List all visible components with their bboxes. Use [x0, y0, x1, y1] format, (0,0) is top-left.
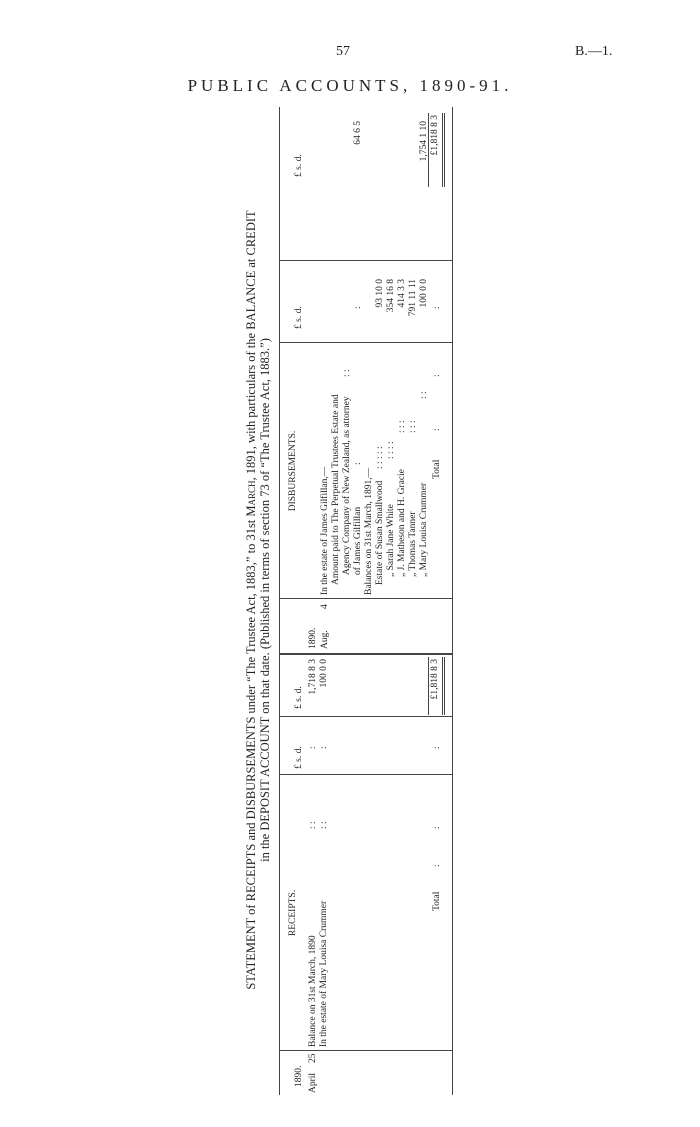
receipt-amount: 100 0 0: [319, 659, 329, 688]
disbursements-total-dots: :: [432, 374, 442, 377]
money-header: £ s. d.: [294, 746, 304, 769]
receipts-description-column: [280, 774, 452, 1051]
statement-block: [244, 105, 454, 1095]
receipt-inner-dots: :: [319, 746, 329, 749]
disbursements-inner-total-dots: :: [432, 306, 442, 309]
receipts-date-column: [280, 1050, 452, 1095]
receipts-total-dots: :: [432, 864, 442, 867]
receipts-inner-money-column: [280, 716, 452, 775]
receipt-row-text: In the estate of Mary Louisa Crummer: [319, 900, 329, 1047]
money-header: £ s. d.: [294, 686, 304, 709]
disbursement-line: „ J. Matheson and H. Gracie: [397, 469, 407, 577]
receipts-year: 1890.: [294, 1065, 304, 1087]
disbursement-inner-amount: 100 0 0: [419, 279, 429, 308]
disbursements-month: Aug.: [320, 630, 330, 649]
receipts-inner-total-dots: :: [432, 746, 442, 749]
receipts-month: April: [308, 1072, 318, 1093]
disbursement-line-dots: : :: [419, 391, 429, 399]
receipt-row-dots: : :: [308, 821, 318, 829]
disbursements-total-amount: £1,818 8 3: [430, 115, 440, 156]
receipts-heading: RECEIPTS.: [288, 889, 298, 937]
statement-title: [244, 105, 272, 1095]
statement-title-part: , 1891, with particulars of the BALANCE at CREDIT: [244, 210, 258, 481]
disbursement-line: „ Thomas Tanner: [408, 511, 418, 577]
statement-title-part: STATEMENT of RECEIPTS and DISBURSEMENTS under “The Trustee Act, 1883,” to 31st: [244, 516, 258, 990]
disbursements-heading: DISBURSEMENTS.: [288, 430, 298, 512]
disbursements-money-column: [280, 107, 452, 261]
disbursement-inner-amount: 791 11 11: [408, 279, 418, 317]
disbursement-line: „ Sarah Jane White: [386, 504, 396, 577]
disbursement-inner-amount: 93 10 0: [375, 279, 385, 308]
page-title: PUBLIC ACCOUNTS, 1890-91.: [187, 76, 513, 95]
disbursement-line: Amount paid to The Perpetual Trustees Estate and: [331, 394, 341, 585]
disbursements-year: 1890.: [308, 627, 318, 649]
receipts-day: 25: [308, 1053, 318, 1063]
money-header: £ s. d.: [294, 306, 304, 329]
page-number: 57: [336, 44, 350, 59]
disbursement-amount: 1,754 1 10: [419, 121, 429, 162]
statement-title-month: March: [244, 480, 258, 517]
disbursement-line: Agency Company of New Zealand, as attorney: [342, 396, 352, 575]
disbursement-line: of James Gilfillan: [353, 506, 363, 575]
disbursement-line-dots: : : : : :: [375, 446, 385, 469]
disbursements-description-column: [280, 342, 452, 599]
disbursements-total-box: [428, 113, 445, 187]
receipts-total-amount: £1,818 8 3: [430, 659, 440, 700]
disbursement-line-dots: : : :: [397, 420, 407, 433]
receipt-row-dots: : :: [319, 821, 329, 829]
receipts-money-column: [280, 653, 452, 717]
receipts-total-box: [428, 657, 445, 715]
disbursement-inner-amount: 354 16 8: [386, 279, 396, 313]
receipt-amount: 1,718 8 3: [308, 659, 318, 695]
disbursement-line: Balances on 31st March, 1891,—: [364, 467, 374, 595]
receipt-row-text: Balance on 31st March, 1890: [308, 935, 318, 1047]
disbursements-date-column: [280, 598, 452, 655]
page-reference: B.—1.: [575, 44, 613, 59]
disbursements-day: 4: [320, 604, 330, 609]
receipts-total-dots: :: [432, 826, 442, 829]
disbursement-inner-dots: :: [353, 306, 363, 309]
disbursement-line-dots: : : :: [408, 420, 418, 433]
disbursements-total-dots: :: [432, 428, 442, 431]
money-header: £ s. d.: [294, 154, 304, 177]
disbursement-line-dots: : : : :: [386, 441, 396, 459]
disbursement-line: „ Mary Louisa Crummer: [419, 482, 429, 577]
disbursements-total-label: Total: [432, 459, 442, 479]
receipt-inner-dots: :: [308, 746, 318, 749]
disbursements-inner-money-column: [280, 260, 452, 343]
statement-title-line2: in the DEPOSIT ACCOUNT on that date. (Published in terms of section 73 of “The Trustee Act, 1883.”): [258, 338, 272, 862]
disbursement-inner-amount: 414 3 3: [397, 279, 407, 308]
disbursement-line-dots: : :: [342, 369, 352, 377]
ledger-table: [279, 107, 453, 1095]
receipts-total-label: Total: [432, 891, 442, 911]
disbursement-line-dots: :: [353, 462, 363, 465]
disbursement-amount: 64 6 5: [353, 121, 363, 145]
disbursement-line: Estate of Susan Smallwood: [375, 480, 385, 585]
disbursement-line: In the estate of James Gilfillan,—: [320, 466, 330, 595]
